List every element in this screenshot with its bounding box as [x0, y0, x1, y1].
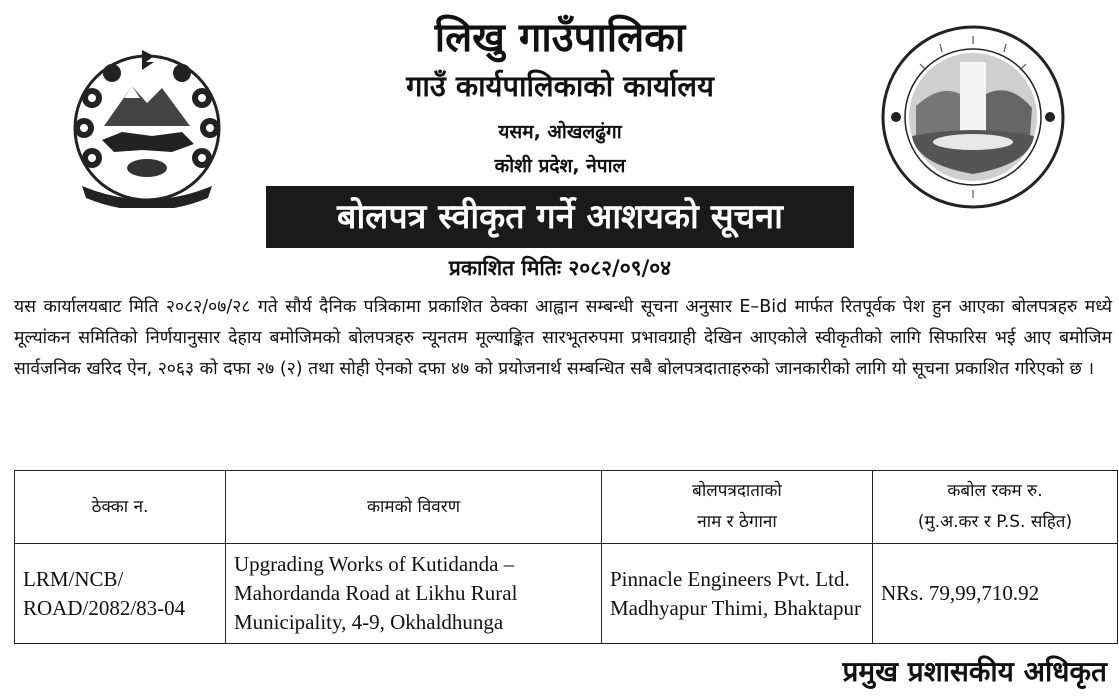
col-amount [873, 471, 1118, 544]
col-description [226, 471, 602, 544]
cell-contract-no: LRM/NCB/ ROAD/2082/83-04 [15, 544, 226, 644]
cell-description: Upgrading Works of Kutidanda – Mahordanda Road at Likhu Rural Municipality, 4-9, Okhaldhunga [226, 544, 602, 644]
header-description: कामको विवरण [366, 496, 461, 517]
header-amount-line2: (मु.अ.कर र P.S. सहित) [917, 512, 1073, 532]
address-line-1: यसम, ओखलढुंगा [498, 121, 622, 143]
bid-table [14, 470, 1118, 644]
header-amount-line1: कबोल रकम रु. [947, 481, 1043, 501]
office-name: लिखु गाउँपालिका [434, 15, 686, 61]
col-bidder [602, 471, 873, 544]
header-bidder-line1: बोलपत्रदाताको [692, 481, 782, 501]
table-row [15, 544, 1118, 644]
published-date: प्रकाशित मितिः २०८२/०९/०४ [448, 256, 672, 280]
notice-body: यस कार्यालयबाट मिति २०८२/०७/२८ गते सौर्य दैनिक पत्रिकामा प्रकाशित ठेक्का आह्वान सम्बन्धी सूचना अनुसार E–Bid मार्फत रितपूर्वक पेश हुन आएका बोलपत्रहरु मध्ये मूल्यांकन समितिको निर्णयानुसार देहाय बमोजिमको बोलपत्रहरु न्यूनतम मूल्याङ्कित सारभूतरुपमा प्रभावग्राही देखिन आएकोले स्वीकृतीको लागि सिफारिस भई आए बमोजिम सार्वजनिक खरिद ऐन, २०६३ को दफा २७ (२) तथा सोही ऐनको दफा ४७ को प्रयोजनार्थ सम्बन्धित सबै बोलपत्रदाताहरुको जानकारीको लागि यो सूचना प्रकाशित गरिएको छ । [14, 297, 1112, 379]
likhu-municipality-seal-icon [880, 24, 1066, 210]
notice-title-banner: बोलपत्र स्वीकृत गर्ने आशयको सूचना [266, 186, 854, 248]
col-contract-no [15, 471, 226, 544]
nepal-coat-of-arms-icon [62, 48, 232, 208]
address-line-2: कोशी प्रदेश, नेपाल [494, 155, 626, 177]
table-header-row [15, 471, 1118, 544]
header-contract-no: ठेक्का न. [91, 496, 149, 517]
header-bidder-line2: नाम र ठेगाना [697, 512, 777, 532]
cell-amount: NRs. 79,99,710.92 [873, 544, 1118, 644]
signatory-title: प्रमुख प्रशासकीय अधिकृत [842, 655, 1107, 688]
cell-bidder: Pinnacle Engineers Pvt. Ltd. Madhyapur Thimi, Bhaktapur [602, 544, 873, 644]
office-subtitle: गाउँ कार्यपालिकाको कार्यालय [406, 69, 714, 103]
